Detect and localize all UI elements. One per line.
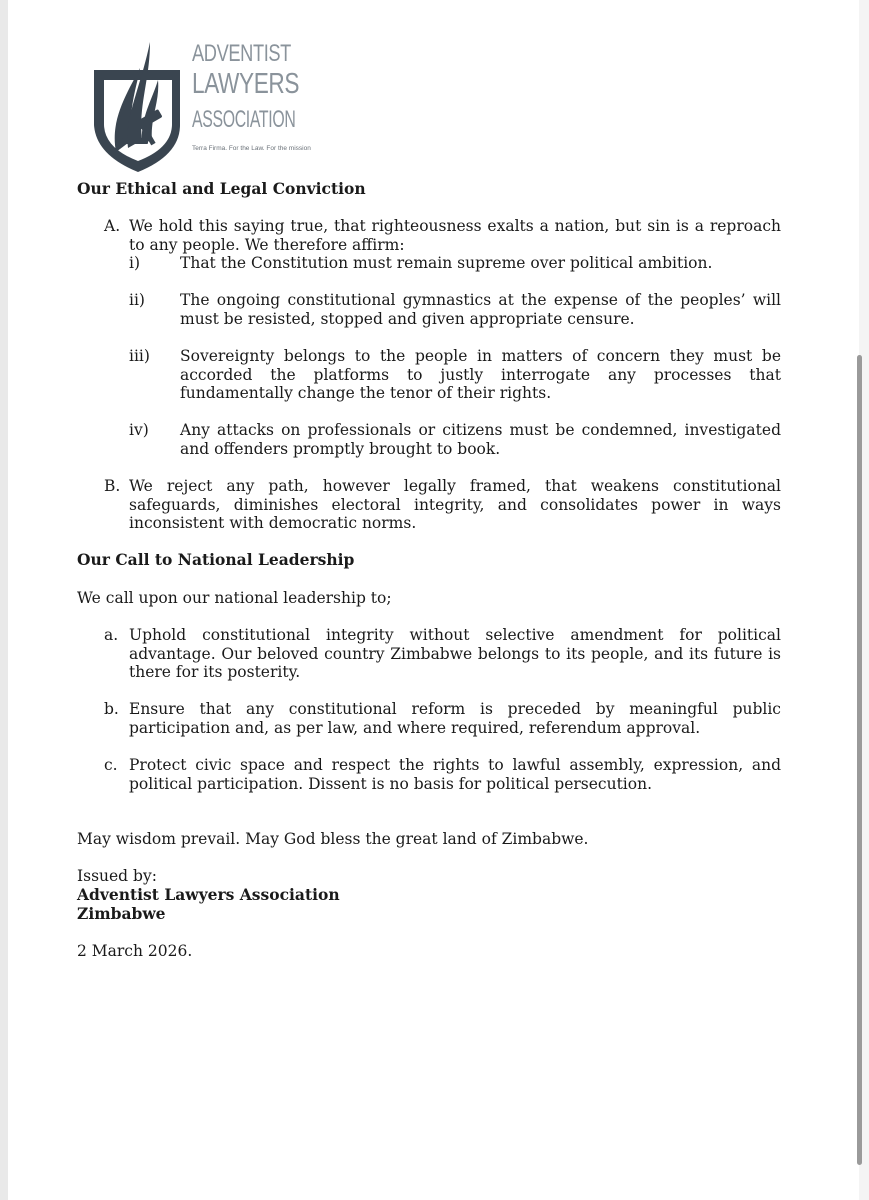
issuer-country: Zimbabwe	[77, 904, 166, 923]
affirmation-item: Any attacks on professionals or citizens must be condemned, investigated and offenders promptly brought to book.	[180, 421, 781, 458]
logo-tagline: Terra Firma. For the Law. For the mission	[192, 145, 311, 152]
list-marker-a-lower: a.	[104, 626, 119, 644]
call-item: Protect civic space and respect the rights to lawful assembly, expression, and political participation. Dissent is no basis for political persecution.	[129, 756, 781, 793]
affirmation-item: The ongoing constitutional gymnastics at the expense of the peoples’ will must be resisted, stopped and given appropriate censure.	[180, 291, 781, 328]
logo-text-lawyers: LAWYERS	[192, 68, 300, 100]
list-marker-i: i)	[129, 254, 141, 272]
shield-gavel-icon	[88, 40, 188, 175]
affirmation-item: Sovereignty belongs to the people in matters of concern they must be accorded the platforms to justly interrogate any processes that fundamentally change the tenor of their rights.	[180, 347, 781, 403]
call-item: Uphold constitutional integrity without selective amendment for political advantage. Our beloved country Zimbabwe belongs to its people, and its future is there for its posterity.	[129, 626, 781, 682]
list-marker-c-lower: c.	[104, 756, 118, 774]
list-marker-iii: iii)	[129, 347, 150, 365]
call-intro: We call upon our national leadership to;	[77, 589, 392, 607]
list-marker-b-lower: b.	[104, 700, 119, 718]
conviction-item-b: We reject any path, however legally framed, that weakens constitutional safeguards, diminishes electoral integrity, and consolidates power in ways inconsistent with democratic norms.	[129, 477, 781, 533]
issued-by-label: Issued by:	[77, 867, 157, 885]
closing-blessing: May wisdom prevail. May God bless the great land of Zimbabwe.	[77, 830, 589, 848]
list-marker-ii: ii)	[129, 291, 145, 309]
issuer-name: Adventist Lawyers Association	[77, 885, 340, 904]
logo-text-adventist: ADVENTIST	[192, 40, 291, 67]
list-marker-iv: iv)	[129, 421, 149, 439]
association-logo	[88, 40, 311, 175]
logo-text-association: ASSOCIATION	[192, 106, 296, 133]
conviction-item-a: We hold this saying true, that righteousness exalts a nation, but sin is a reproach to any people. We therefore affirm:	[129, 217, 781, 254]
issue-date: 2 March 2026.	[77, 942, 193, 960]
section-heading-conviction: Our Ethical and Legal Conviction	[77, 179, 366, 198]
list-marker-b: B.	[104, 477, 121, 495]
section-heading-call: Our Call to National Leadership	[77, 550, 355, 569]
list-marker-a: A.	[104, 217, 121, 235]
affirmation-item: That the Constitution must remain supreme over political ambition.	[180, 254, 713, 272]
call-item: Ensure that any constitutional reform is preceded by meaningful public participation and, as per law, and where required, referendum approval.	[129, 700, 781, 737]
scrollbar-thumb[interactable]	[857, 355, 862, 1165]
